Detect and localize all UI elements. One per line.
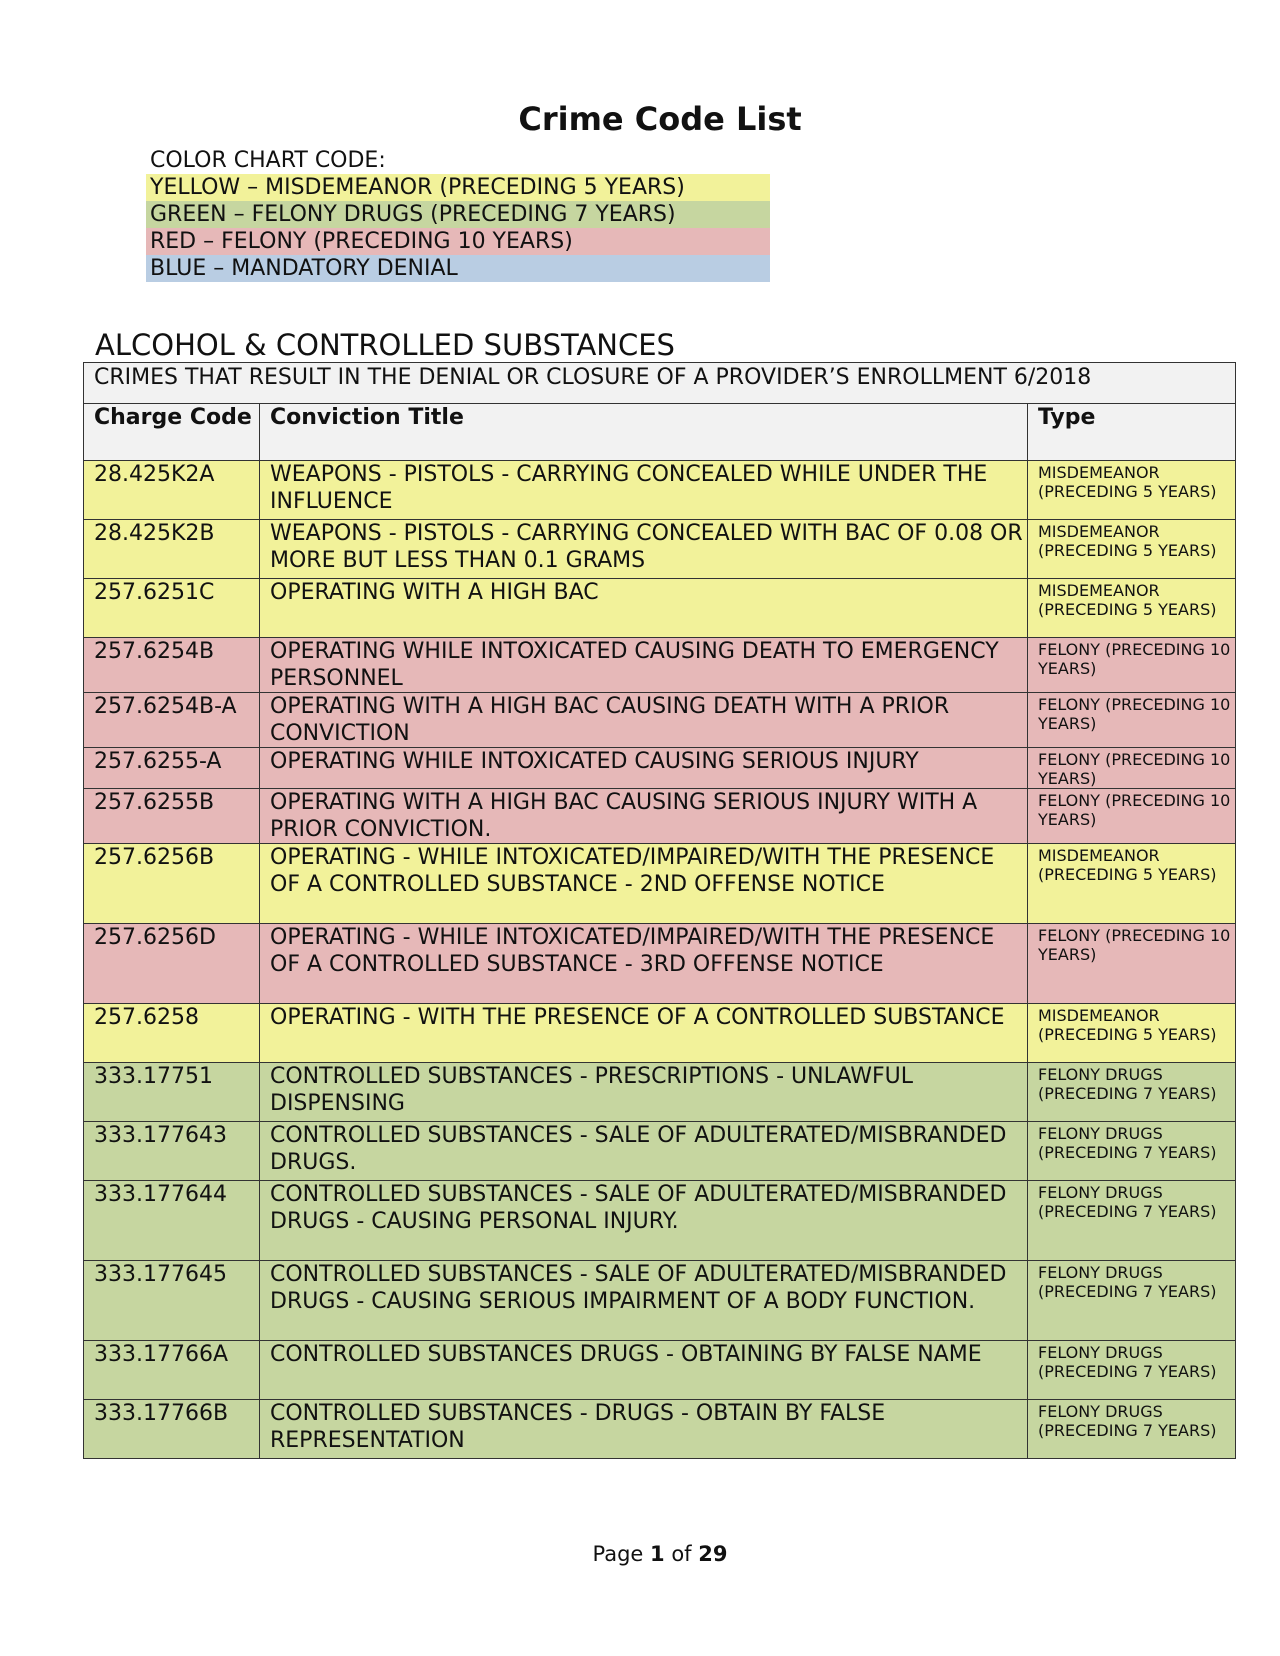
table-row [84, 579, 1236, 638]
type-cell: FELONY DRUGS (PRECEDING 7 YEARS) [1028, 1400, 1236, 1459]
conviction-title-cell: CONTROLLED SUBSTANCES - SALE OF ADULTERATED/MISBRANDED DRUGS - CAUSING PERSONAL INJURY. [260, 1181, 1028, 1261]
table-row [84, 693, 1236, 748]
conviction-title-cell: CONTROLLED SUBSTANCES - PRESCRIPTIONS - UNLAWFUL DISPENSING [260, 1063, 1028, 1122]
table-row [84, 1341, 1236, 1400]
table-row [84, 1122, 1236, 1181]
charge-code-cell: 333.177643 [84, 1122, 260, 1181]
page-prefix: Page [592, 1542, 644, 1566]
table-header-row [84, 404, 1236, 461]
type-cell: FELONY (PRECEDING 10 YEARS) [1028, 748, 1236, 789]
charge-code-cell: 333.17766A [84, 1341, 260, 1400]
charge-code-cell: 333.177644 [84, 1181, 260, 1261]
legend-item-yellow: YELLOW – MISDEMEANOR (PRECEDING 5 YEARS) [146, 174, 770, 201]
type-cell: FELONY (PRECEDING 10 YEARS) [1028, 924, 1236, 1004]
crime-code-table [83, 362, 1236, 1459]
charge-code-cell: 333.17766B [84, 1400, 260, 1459]
charge-code-cell: 257.6255-A [84, 748, 260, 789]
table-row [84, 1400, 1236, 1459]
charge-code-cell: 257.6256B [84, 844, 260, 924]
type-cell: FELONY (PRECEDING 10 YEARS) [1028, 638, 1236, 693]
table-row [84, 638, 1236, 693]
type-cell: MISDEMEANOR (PRECEDING 5 YEARS) [1028, 579, 1236, 638]
charge-code-cell: 257.6254B [84, 638, 260, 693]
table-row [84, 520, 1236, 579]
legend-item-blue: BLUE – MANDATORY DENIAL [146, 255, 770, 282]
conviction-title-cell: OPERATING WITH A HIGH BAC CAUSING SERIOUS INJURY WITH A PRIOR CONVICTION. [260, 789, 1028, 844]
type-cell: MISDEMEANOR (PRECEDING 5 YEARS) [1028, 844, 1236, 924]
charge-code-cell: 257.6255B [84, 789, 260, 844]
conviction-title-cell: CONTROLLED SUBSTANCES - SALE OF ADULTERATED/MISBRANDED DRUGS. [260, 1122, 1028, 1181]
type-cell: MISDEMEANOR (PRECEDING 5 YEARS) [1028, 520, 1236, 579]
legend-item-green: GREEN – FELONY DRUGS (PRECEDING 7 YEARS) [146, 201, 770, 228]
section-title: ALCOHOL & CONTROLLED SUBSTANCES [95, 328, 675, 362]
conviction-title-cell: OPERATING WITH A HIGH BAC CAUSING DEATH WITH A PRIOR CONVICTION [260, 693, 1028, 748]
page-of: of [671, 1542, 692, 1566]
table-caption: CRIMES THAT RESULT IN THE DENIAL OR CLOSURE OF A PROVIDER’S ENROLLMENT 6/2018 [84, 363, 1236, 404]
legend-heading: COLOR CHART CODE: [150, 148, 386, 173]
conviction-title-cell: OPERATING - WHILE INTOXICATED/IMPAIRED/WITH THE PRESENCE OF A CONTROLLED SUBSTANCE - 2ND OFFENSE NOTICE [260, 844, 1028, 924]
conviction-title-cell: OPERATING WHILE INTOXICATED CAUSING DEATH TO EMERGENCY PERSONNEL [260, 638, 1028, 693]
table-row [84, 789, 1236, 844]
type-cell: FELONY DRUGS (PRECEDING 7 YEARS) [1028, 1341, 1236, 1400]
color-legend [146, 148, 770, 282]
table-row [84, 748, 1236, 789]
page-current: 1 [650, 1542, 665, 1566]
charge-code-cell: 333.177645 [84, 1261, 260, 1341]
conviction-title-cell: CONTROLLED SUBSTANCES DRUGS - OBTAINING BY FALSE NAME [260, 1341, 1028, 1400]
type-cell: FELONY DRUGS (PRECEDING 7 YEARS) [1028, 1122, 1236, 1181]
table-row [84, 1261, 1236, 1341]
charge-code-cell: 333.17751 [84, 1063, 260, 1122]
type-cell: FELONY (PRECEDING 10 YEARS) [1028, 693, 1236, 748]
conviction-title-cell: CONTROLLED SUBSTANCES - DRUGS - OBTAIN BY FALSE REPRESENTATION [260, 1400, 1028, 1459]
type-cell: MISDEMEANOR (PRECEDING 5 YEARS) [1028, 461, 1236, 520]
type-cell: MISDEMEANOR (PRECEDING 5 YEARS) [1028, 1004, 1236, 1063]
header-conviction-title: Conviction Title [260, 404, 1028, 461]
type-cell: FELONY (PRECEDING 10 YEARS) [1028, 789, 1236, 844]
type-cell: FELONY DRUGS (PRECEDING 7 YEARS) [1028, 1261, 1236, 1341]
table-row [84, 1004, 1236, 1063]
page-number [0, 1542, 1280, 1566]
charge-code-cell: 257.6256D [84, 924, 260, 1004]
header-type: Type [1028, 404, 1236, 461]
conviction-title-cell: OPERATING - WHILE INTOXICATED/IMPAIRED/WITH THE PRESENCE OF A CONTROLLED SUBSTANCE - 3RD OFFENSE NOTICE [260, 924, 1028, 1004]
legend-item-red: RED – FELONY (PRECEDING 10 YEARS) [146, 228, 770, 255]
page-total: 29 [698, 1542, 728, 1566]
conviction-title-cell: WEAPONS - PISTOLS - CARRYING CONCEALED WHILE UNDER THE INFLUENCE [260, 461, 1028, 520]
charge-code-cell: 28.425K2A [84, 461, 260, 520]
table-row [84, 924, 1236, 1004]
table-row [84, 1181, 1236, 1261]
table-row [84, 461, 1236, 520]
table-row [84, 1063, 1236, 1122]
conviction-title-cell: WEAPONS - PISTOLS - CARRYING CONCEALED WITH BAC OF 0.08 OR MORE BUT LESS THAN 0.1 GRAMS [260, 520, 1028, 579]
charge-code-cell: 257.6254B-A [84, 693, 260, 748]
conviction-title-cell: OPERATING WHILE INTOXICATED CAUSING SERIOUS INJURY [260, 748, 1028, 789]
conviction-title-cell: CONTROLLED SUBSTANCES - SALE OF ADULTERATED/MISBRANDED DRUGS - CAUSING SERIOUS IMPAIRMENT OF A BODY FUNCTION. [260, 1261, 1028, 1341]
header-charge-code: Charge Code [84, 404, 260, 461]
conviction-title-cell: OPERATING - WITH THE PRESENCE OF A CONTROLLED SUBSTANCE [260, 1004, 1028, 1063]
charge-code-cell: 28.425K2B [84, 520, 260, 579]
charge-code-cell: 257.6251C [84, 579, 260, 638]
type-cell: FELONY DRUGS (PRECEDING 7 YEARS) [1028, 1181, 1236, 1261]
type-cell: FELONY DRUGS (PRECEDING 7 YEARS) [1028, 1063, 1236, 1122]
table-caption-row [84, 363, 1236, 404]
page-title: Crime Code List [518, 100, 802, 138]
conviction-title-cell: OPERATING WITH A HIGH BAC [260, 579, 1028, 638]
charge-code-cell: 257.6258 [84, 1004, 260, 1063]
table-row [84, 844, 1236, 924]
